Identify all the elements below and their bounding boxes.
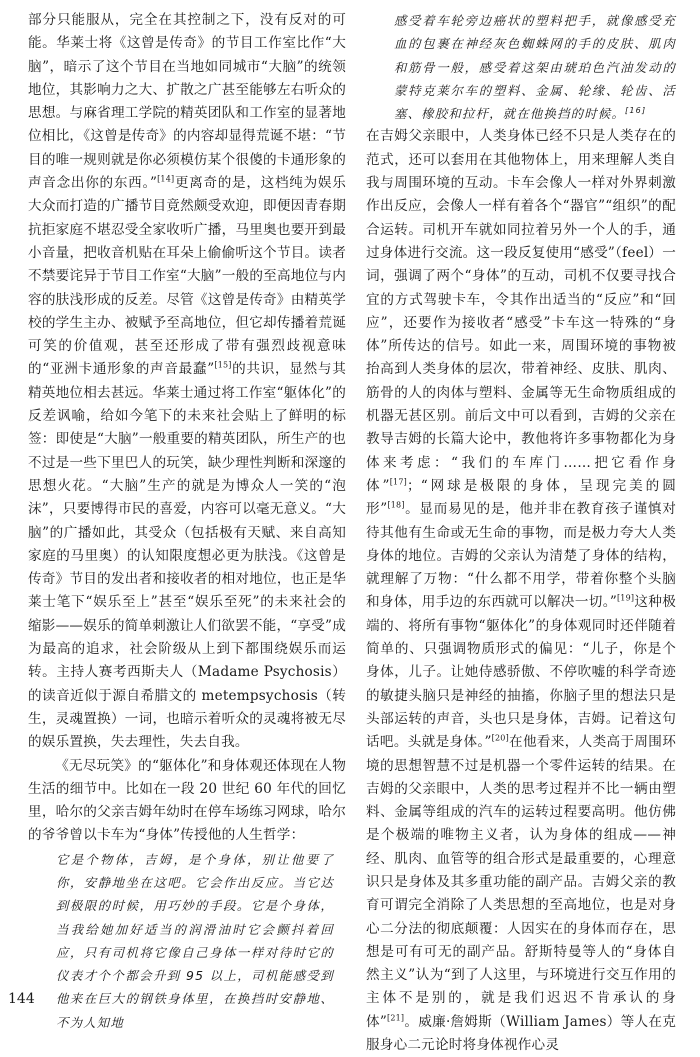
body-paragraph: 《无尽玩笑》的“躯体化”和身体观还体现在人物生活的细节中。比如在一段 20 世纪 60 年代的回忆里，哈尔的父亲吉姆年幼时在停车场练习网球，哈尔的爷爷曾以卡车为“身体”传授他的人生哲学：	[28, 757, 346, 844]
body-paragraph: 在吉姆父亲眼中，人类身体已经不只是人类存在的范式，还可以套用在其他物体上，用来理解人类自我与周围环境的互动。卡车会像人一样对外界刺激作出反应，会像人一样有着各个“器官”“组织”的配合运转。司机开车就如同拉着另外一个人的手，通过身体进行交流。这一段反复使用“感受”（feel）一词，强调了两个“身体”的互动，司机不仅要寻找合宜的方式驾驶卡车，令其作出适当的“反应”和“回应”，还要作为接收者“感受”卡车这一特殊的“身体”所传达的信号。如此一来，周围环境的事物被抬高到人类身体的层次，带着神经、皮肤、肌肉、筋骨的人的肉体与塑料、金属等无生命物质组成的机器无甚区别。前后文中可以看到，吉姆的父亲在教导吉姆的长篇大论中，教他将许多事物都化为身体来考虑：“我们的车库门……把它看作身体”[17]；“网球是极限的身体，呈现完美的圆形”[18]。显而易见的是，他并非在教育孩子谨慎对待其他有生命或无生命的事物，而是极力夸大人类身体的地位。吉姆的父亲认为清楚了身体的结构，就理解了万物：“什么都不用学，带着你整个头脑和身体，用手边的东西就可以解决一切。”[19]这种极端的、将所有事物“躯体化”的身体观同时还伴随着简单的、只强调物质形式的偏见：“儿子，你是个身体，儿子。让她侍感骄傲、不停吹嘘的科学奇迹的敏捷头脑只是神经的抽搐，你脑子里的想法只是头部运转的声音，头也只是身体，吉姆。记着这句话吧。头就是身体。”[20]在他看来，人类高于周围环境的思想智慧不过是机器一个零件运转的结果。在吉姆的父亲眼中，人类的思考过程并不比一辆由塑料、金属等组成的汽车的运转过程要高明。他仿佛是个极端的唯物主义者，认为身体的组成——神经、肌肉、血管等的组合形式是最重要的，心理意识只是身体及其多重功能的副产品。吉姆父亲的教育可谓完全消除了人类思想的至高地位，也是对身心二分法的彻底颠覆：人因实在的身体而存在，思想是可有可无的副产品。舒斯特曼等人的“身体自然主义”认为“到了人这里，与环境进行交互作用的主体不是别的，就是我们迟迟不肯承认的身体”[21]。威廉·詹姆斯（William James）等人在克服身心二元论时将身体视作心灵	[366, 128, 676, 1054]
block-quote: 它是个物体，吉姆，是个身体，别让他要了你，安静地坐在这吧。它会作出反应。当它达到极限的时候，用巧妙的手段。它是个身体，当我给她加好适当的润滑油时它会颤抖着回应，只有司机将它像自己身体一样对待时它的仪表才个个都会升到 95 以上，司机能感受到他来在巨大的钢铁身体里，在换挡时安静地、不为人知地	[56, 851, 334, 1030]
body-paragraph: 部分只能服从，完全在其控制之下，没有反对的可能。华莱士将《这曾是传奇》的节目工作室比作“大脑”，暗示了这个节目在当地如同城市“大脑”的统领地位，其影响力之大、扩散之广甚至能够左右听众的思想。与麻省理工学院的精英团队和工作室的显著地位相比，《这曾是传奇》的内容却显得荒诞不堪：“节目的唯一规则就是你必须模仿某个很傻的卡通形象的声音念出你的东西。”[14]更离奇的是，这档纯为娱乐大众而打造的广播节目竟然颇受欢迎，即便因青春期抗拒家庭不堪忍受全家收听广播，马里奥也要开到最小音量，把收音机贴在耳朵上偷偷听这个节目。读者不禁要诧异于节目工作室“大脑”一般的至高地位与内容的肤浅形成的反差。尽管《这曾是传奇》由精英学校的学生主办、被赋予至高地位，但它却传播着荒诞可笑的价值观，甚至还形成了带有强烈歧视意味的“亚洲卡通形象的声音最蠢”[15]的共识，显然与其精英地位相去甚远。华莱士通过将工作室“躯体化”的反差讽喻，给如今笔下的未来社会贴上了鲜明的标签：即使是“大脑”一般重要的精英团队，所生产的也不过是一些下里巴人的玩笑，缺少理性判断和深邃的思想火花。“大脑”生产的就是为博众人一笑的“泡沫”，只要博得市民的喜爱，内容可以毫无意义。“大脑”的广播如此，其受众（包括极有天赋、来自高知家庭的马里奥）的认知限度想必更为肤浅。《这曾是传奇》节目的发出者和接收者的相对地位，也正是华莱士笔下“娱乐至上”甚至“娱乐至死”的未来社会的缩影——娱乐的简单刺激让人们欲罢不能，“享受”成为最高的追求，社会阶级从上到下都围绕娱乐而运转。主持人赛考西斯夫人（Madame Psychosis）的读音近似于源自希腊文的 metempsychosis（转生，灵魂置换）一词，也暗示着听众的灵魂将被无尽的娱乐置换，失去理性，失去自我。	[28, 12, 346, 751]
page-number: 144	[8, 991, 35, 1007]
right-column	[366, 9, 676, 1057]
left-column	[28, 9, 346, 1034]
block-quote-continued: 感受着车轮旁边癌状的塑料把手，就像感受充血的包裹在神经灰色蜘蛛网的手的皮肤、肌肉和筋骨一般，感受着这架由琥珀色汽油发动的蒙特克莱尔车的塑料、金属、轮缘、轮齿、活塞、橡胶和拉杆，就在他换挡的时候。[16]	[394, 13, 676, 122]
